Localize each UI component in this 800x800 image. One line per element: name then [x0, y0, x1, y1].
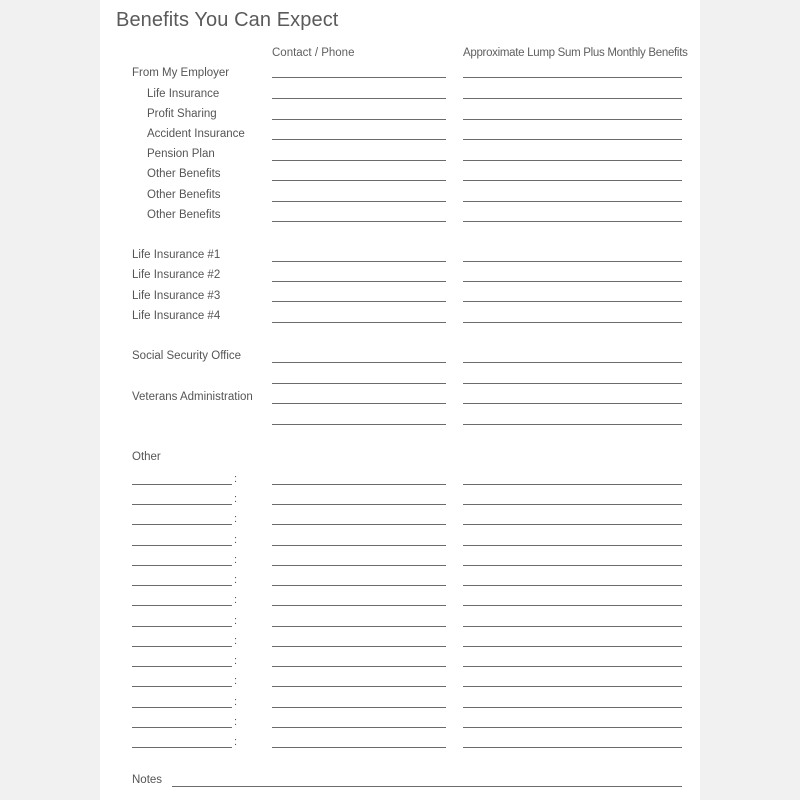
contact-phone-field[interactable] — [272, 504, 446, 505]
other-colon: : — [234, 615, 238, 627]
contact-phone-field[interactable] — [272, 747, 446, 748]
employer-item-label: Life Insurance — [147, 88, 220, 100]
benefits-amount-field[interactable] — [463, 201, 682, 202]
life-insurance-label: Life Insurance #4 — [132, 310, 221, 322]
benefits-amount-field[interactable] — [463, 77, 682, 78]
other-name-field[interactable] — [132, 747, 232, 748]
employer-item-label: Other Benefits — [147, 168, 221, 180]
other-colon: : — [234, 696, 238, 708]
veterans-label: Veterans Administration — [132, 391, 253, 403]
other-name-field[interactable] — [132, 666, 232, 667]
benefits-amount-field[interactable] — [463, 646, 682, 647]
benefits-amount-field[interactable] — [463, 747, 682, 748]
contact-phone-field[interactable] — [272, 383, 446, 384]
employer-item-label: Pension Plan — [147, 148, 215, 160]
other-colon: : — [234, 736, 238, 748]
notes-label: Notes — [132, 774, 163, 786]
life-insurance-label: Life Insurance #1 — [132, 249, 221, 261]
benefits-amount-field[interactable] — [463, 362, 682, 363]
employer-item-label: Profit Sharing — [147, 108, 217, 120]
contact-phone-field[interactable] — [272, 484, 446, 485]
other-colon: : — [234, 493, 238, 505]
benefits-amount-field[interactable] — [463, 707, 682, 708]
contact-phone-field[interactable] — [272, 119, 446, 120]
benefits-amount-field[interactable] — [463, 504, 682, 505]
other-colon: : — [234, 554, 238, 566]
contact-phone-field[interactable] — [272, 524, 446, 525]
benefits-amount-field[interactable] — [463, 383, 682, 384]
benefits-amount-field[interactable] — [463, 565, 682, 566]
contact-phone-field[interactable] — [272, 77, 446, 78]
other-section-label: Other — [132, 451, 161, 463]
employer-item-label: Other Benefits — [147, 209, 221, 221]
benefits-amount-field[interactable] — [463, 261, 682, 262]
benefits-amount-field[interactable] — [463, 626, 682, 627]
benefits-amount-field[interactable] — [463, 524, 682, 525]
benefits-amount-field[interactable] — [463, 686, 682, 687]
other-name-field[interactable] — [132, 727, 232, 728]
benefits-amount-field[interactable] — [463, 98, 682, 99]
other-name-field[interactable] — [132, 686, 232, 687]
benefits-amount-field[interactable] — [463, 322, 682, 323]
life-insurance-label: Life Insurance #3 — [132, 290, 221, 302]
contact-phone-field[interactable] — [272, 180, 446, 181]
other-name-field[interactable] — [132, 504, 232, 505]
contact-phone-field[interactable] — [272, 626, 446, 627]
other-name-field[interactable] — [132, 707, 232, 708]
benefits-amount-field[interactable] — [463, 424, 682, 425]
other-name-field[interactable] — [132, 646, 232, 647]
other-name-field[interactable] — [132, 484, 232, 485]
contact-phone-field[interactable] — [272, 301, 446, 302]
page-title: Benefits You Can Expect — [116, 9, 339, 31]
contact-phone-field[interactable] — [272, 707, 446, 708]
contact-phone-field[interactable] — [272, 98, 446, 99]
contact-phone-field[interactable] — [272, 221, 446, 222]
contact-phone-field[interactable] — [272, 139, 446, 140]
life-insurance-label: Life Insurance #2 — [132, 269, 221, 281]
other-name-field[interactable] — [132, 585, 232, 586]
contact-phone-field[interactable] — [272, 322, 446, 323]
other-name-field[interactable] — [132, 565, 232, 566]
other-name-field[interactable] — [132, 626, 232, 627]
benefits-amount-field[interactable] — [463, 139, 682, 140]
contact-phone-field[interactable] — [272, 727, 446, 728]
other-colon: : — [234, 716, 238, 728]
employer-section-label: From My Employer — [132, 67, 230, 79]
other-colon: : — [234, 675, 238, 687]
contact-phone-header: Contact / Phone — [272, 47, 355, 59]
other-colon: : — [234, 534, 238, 546]
other-colon: : — [234, 635, 238, 647]
other-colon: : — [234, 574, 238, 586]
benefits-amount-field[interactable] — [463, 545, 682, 546]
other-colon: : — [234, 513, 238, 525]
other-colon: : — [234, 473, 238, 485]
contact-phone-field[interactable] — [272, 403, 446, 404]
social-security-label: Social Security Office — [132, 350, 242, 362]
contact-phone-field[interactable] — [272, 424, 446, 425]
contact-phone-field[interactable] — [272, 261, 446, 262]
other-name-field[interactable] — [132, 605, 232, 606]
other-name-field[interactable] — [132, 524, 232, 525]
other-colon: : — [234, 594, 238, 606]
benefits-amount-field[interactable] — [463, 403, 682, 404]
benefits-amount-field[interactable] — [463, 585, 682, 586]
employer-item-label: Other Benefits — [147, 189, 221, 201]
contact-phone-field[interactable] — [272, 646, 446, 647]
contact-phone-field[interactable] — [272, 605, 446, 606]
contact-phone-field[interactable] — [272, 362, 446, 363]
other-name-field[interactable] — [132, 545, 232, 546]
employer-item-label: Accident Insurance — [147, 128, 245, 140]
benefits-amount-field[interactable] — [463, 281, 682, 282]
benefits-amount-field[interactable] — [463, 484, 682, 485]
benefits-amount-field[interactable] — [463, 180, 682, 181]
contact-phone-field[interactable] — [272, 160, 446, 161]
benefits-amount-field[interactable] — [463, 119, 682, 120]
contact-phone-field[interactable] — [272, 201, 446, 202]
contact-phone-field[interactable] — [272, 666, 446, 667]
contact-phone-field[interactable] — [272, 585, 446, 586]
benefits-header: Approximate Lump Sum Plus Monthly Benefits — [463, 47, 688, 59]
contact-phone-field[interactable] — [272, 545, 446, 546]
benefits-amount-field[interactable] — [463, 301, 682, 302]
benefits-amount-field[interactable] — [463, 727, 682, 728]
benefits-amount-field[interactable] — [463, 160, 682, 161]
contact-phone-field[interactable] — [272, 281, 446, 282]
benefits-amount-field[interactable] — [463, 605, 682, 606]
contact-phone-field[interactable] — [272, 686, 446, 687]
benefits-amount-field[interactable] — [463, 666, 682, 667]
other-colon: : — [234, 655, 238, 667]
benefits-amount-field[interactable] — [463, 221, 682, 222]
notes-field[interactable] — [172, 786, 682, 787]
contact-phone-field[interactable] — [272, 565, 446, 566]
